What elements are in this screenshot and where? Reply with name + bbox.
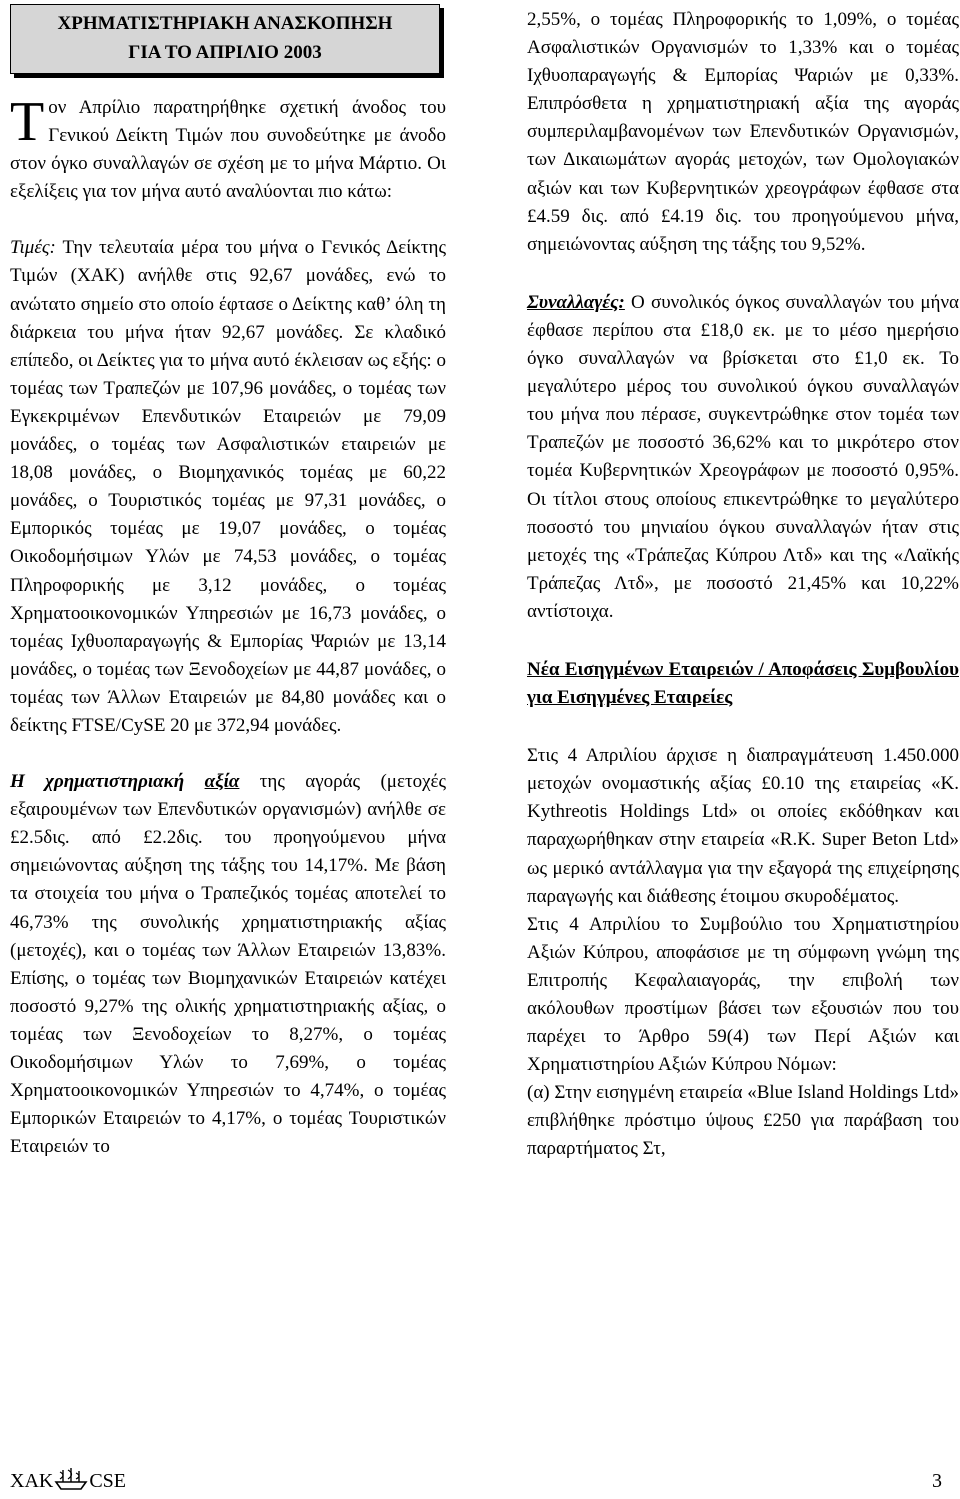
intro-paragraph (10, 91, 446, 206)
section-heading: Νέα Εισηγμένων Εταιρειών / Αποφάσεις Συμβουλίου για Εισηγμένες Εταιρείες (527, 658, 959, 709)
trades-text: Ο συνολικός όγκος συναλλαγών του μήνα έφθασε περίπου στα £18,0 εκ. με το μέσο ημερήσιο όγκο συναλλαγών να βρίσκεται στο £1,0 εκ. Το μεγαλύτερο μέρος του συνολικού όγκου συναλλαγών του μήνα που πέρασε, συγκεντρώθηκε στον τομέα των Τραπεζών με ποσοστό 36,62% και το μικρότερο στον τομέα Κυβερνητικών Χρεογράφων με ποσοστό 0,95%. Οι τίτλοι στους οποίους επικεντρώθηκε το μεγαλύτερο ποσοστό του μηνιαίου όγκου συναλλαγών ήταν στις μετοχές της «Τράπεζας Κύπρου Λτδ» και της «Λαϊκής Τράπεζας Λτδ», με ποσοστό 21,45% και 10,22% αντίστοιχα. (527, 291, 959, 622)
news-paragraph-2: Στις 4 Απριλίου το Συμβούλιο του Χρηματιστηρίου Αξιών Κύπρου, αποφάσισε με τη σύμφωνη γνώμη της Επιτροπής Κεφαλαιαγοράς, την επιβολή των ακόλουθων προστίμων βάσει των εξουσιών που του παρέχει το Άρθρο 59(4) των Περί Αξιών και Χρηματιστηρίου Αξιών Κύπρου Νόμων: (527, 913, 959, 1076)
prices-lead: Τιμές: (10, 237, 56, 259)
page-number: 3 (932, 1470, 942, 1492)
exchange-logo (10, 1466, 126, 1496)
trades-lead: Συναλλαγές: (527, 291, 625, 313)
right-column (527, 0, 959, 1164)
ship-logo-icon (54, 1467, 88, 1491)
report-title-box (10, 4, 440, 74)
news-paragraph-3: (α) Στην εισηγμένη εταιρεία «Blue Island Holdings Ltd» επιβλήθηκε πρόστιμο ύψους £250 για παράβαση του παραρτήματος Στ, (527, 1082, 959, 1160)
report-title-line2: ΓΙΑ ΤΟ ΑΠΡΙΛΙΟ 2003 (128, 42, 322, 63)
market-cap-lead-value: αξία (204, 771, 240, 793)
market-cap-text: της αγοράς (μετοχές εξαιρουμένων των Επενδυτικών οργανισμών) ανήλθε σε £2.5δις. από £2.2δις. του προηγούμενου μήνα σημειώνοντας αύξηση της τάξης του 14,17%. Με βάση τα στοιχεία του μήνα ο Τραπεζικός τομέας αποτελεί το 46,73% της συνολικής χρηματιστηριακής αξίας (μετοχές), και ο τομέας των Άλλων Εταιρειών 13,83%. Επίσης, ο τομέας των Βιομηχανικών Εταιρειών κατέχει ποσοστό 9,27% της ολικής χρηματιστηριακής αξίας, ο τομέας των Ξενοδοχείων το 8,27%, ο τομέας Οικοδομήσιμων Υλών το 7,69%, ο τομέας Χρηματοοικονομικών Υπηρεσιών το 4,74%, ο τομέας Εμπορικών Εταιρειών το 4,17%, ο τομέας Τουριστικών Εταιρειών το (10, 771, 447, 1158)
intro-text: ον Απρίλιο παρατηρήθηκε σχετική άνοδος του Γενικού Δείκτη Τιμών που συνοδεύτηκε με άνοδο στον όγκο συναλλαγών σε σχέση με το μήνα Μάρτιο. Οι εξελίξεις για τον μήνα αυτό αναλύονται πιο κάτω: (10, 97, 446, 203)
drop-cap: Τ (10, 91, 45, 153)
page-footer (10, 1466, 950, 1496)
logo-text-right: CSE (89, 1470, 127, 1492)
market-cap-paragraph (10, 768, 446, 1161)
trades-paragraph (527, 289, 959, 626)
prices-text: Την τελευταία μέρα του μήνα ο Γενικός Δείκτης Τιμών (ΧΑΚ) ανήλθε στις 92,67 μονάδες, ενώ το ανώτατο σημείο στο οποίο έφτασε ο Δείκτης καθ’ όλη τη διάρκεια του μήνα ήταν 92,67 μονάδες. Σε κλαδικό επίπεδο, οι Δείκτες για το μήνα αυτό έκλεισαν ως εξής: ο τομέας των Τραπεζών με 107,96 μονάδες, ο τομέας των Εγκεκριμένων Επενδυτικών Εταιρειών με 79,09 μονάδες, ο τομέας των Ασφαλιστικών εταιρειών με 18,08 μονάδες, ο Βιομηχανικός τομέας με 60,22 μονάδες, ο Τουριστικός τομέας με 97,31 μονάδες, ο Εμπορικός τομέας με 19,07 μονάδες, ο τομέας Οικοδομήσιμων Υλών με 74,53 μονάδες, ο τομέας Πληροφορικής με 3,12 μονάδες, ο τομέας Χρηματοοικονομικών Υπηρεσιών με 16,73 μονάδες, ο τομέας Ιχθυοπαραγωγής & Εμπορίας Ψαριών με 13,14 μονάδες, ο τομέας των Ξενοδοχείων με 44,87 μονάδες, ο τομέας των Άλλων Εταιρειών με 84,80 μονάδες και ο δείκτης FTSE/CySE 20 με 372,94 μονάδες. (10, 237, 446, 736)
market-cap-continued: 2,55%, ο τομέας Πληροφορικής το 1,09%, ο τομέας Ασφαλιστικών Οργανισμών το 1,33% και ο τομέας Ιχθυοπαραγωγής & Εμπορίας Ψαριών με 0,33%. Επιπρόσθετα η χρηματιστηριακή αξία της αγοράς συμπεριλαμβανομένων των Επενδυτικών Οργανισμών, των Δικαιωμάτων αγοράς μετοχών, των Ομολογιακών αξιών και των Κυβερνητικών χρεογράφων έφθασε στα £4.59 δις. από £4.19 δις. του προηγούμενου μήνα, σημειώνοντας αύξηση της τάξης του 9,52%. (527, 9, 959, 255)
market-cap-lead: Η χρηματιστηριακή (10, 771, 185, 793)
left-column (10, 0, 446, 1161)
prices-paragraph (10, 234, 446, 740)
news-paragraph-1: Στις 4 Απριλίου άρχισε η διαπραγμάτευση 1.450.000 μετοχών ονομαστικής αξίας £0.10 της εταιρείας «K. Kythreotis Holdings Ltd» οι οποίες εκδόθηκαν και παραχωρήθηκαν στην εταιρεία «R.K. Super Beton Ltd» ως μερικό αντάλλαγμα για την εξαγορά της επιχείρησης παραγωγής και διάθεσης έτοιμου σκυροδέματος. (527, 745, 959, 907)
logo-text-left: ΧΑΚ (10, 1470, 54, 1492)
report-title-line1: ΧΡΗΜΑΤΙΣΤΗΡΙΑΚΗ ΑΝΑΣΚΟΠΗΣΗ (57, 13, 393, 34)
